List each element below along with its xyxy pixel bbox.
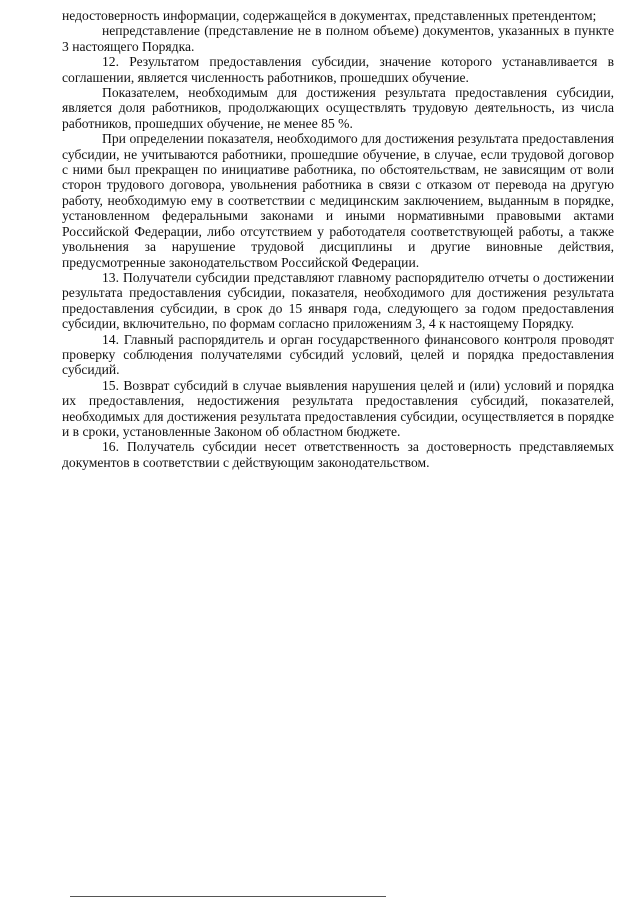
paragraph-14-control: 14. Главный распорядитель и орган государственного финансового контроля проводят проверку соблюдения получателями субсидий условий, целей и порядка предоставления субсидий. (62, 331, 614, 378)
paragraph-indicator: Показателем, необходимым для достижения результата предоставления субсидии, является доля работников, продолжающих осуществлять трудовую деятельность, из числа работников, прошедших обучение, не менее 85 %. (62, 85, 614, 131)
paragraph-missing-documents: непредставление (представление не в полном объеме) документов, указанных в пункте 3 настоящего Порядка. (62, 23, 614, 54)
paragraph-12-result: 12. Результатом предоставления субсидии, значение которого устанавливается в соглашении, является численность работников, прошедших обучение. (62, 54, 614, 85)
page-bottom-rule (70, 896, 386, 897)
paragraph-15-refund: 15. Возврат субсидий в случае выявления нарушения целей и (или) условий и порядка их предоставления, недостижения результата предоставления субсидий, показателей, необходимых для достижения результата предоставления субсидии, осуществляется в порядке и в сроки, установленные Законом об областном бюджете. (62, 377, 614, 439)
paragraph-13-reports: 13. Получатели субсидии представляют главному распорядителю отчеты о достижении результата предоставления субсидии, показателя, необходимого для достижения результата предоставления субсидии, в срок до 15 января года, следующего за годом предоставления субсидии, включительно, по формам согласно приложениям 3, 4 к настоящему Порядку. (62, 269, 614, 332)
paragraph-16-responsibility: 16. Получатель субсидии несет ответственность за достоверность представляемых документов в соответствии с действующим законодательством. (62, 439, 614, 470)
paragraph-indicator-exclusions: При определении показателя, необходимого для достижения результата предоставления субсидии, не учитываются работники, прошедшие обучение, в случае, если трудовой договор с ними был прекращен по инициативе работника, по обстоятельствам, не зависящим от воли сторон трудового договора, увольнения работника в связи с отказом от перевода на другую работу, необходимую ему в соответствии с медицинским заключением, выданным в порядке, установленном федеральными законами и иными нормативными правовыми актами Российской Федерации, либо отсутствием у работодателя соответствующей работы, а также увольнения за нарушение трудовой дисциплины и другие виновные действия, предусмотренные законодательством Российской Федерации. (62, 131, 614, 270)
document-page (62, 8, 614, 470)
paragraph-unreliable-info: недостоверность информации, содержащейся в документах, представленных претендентом; (62, 8, 597, 23)
